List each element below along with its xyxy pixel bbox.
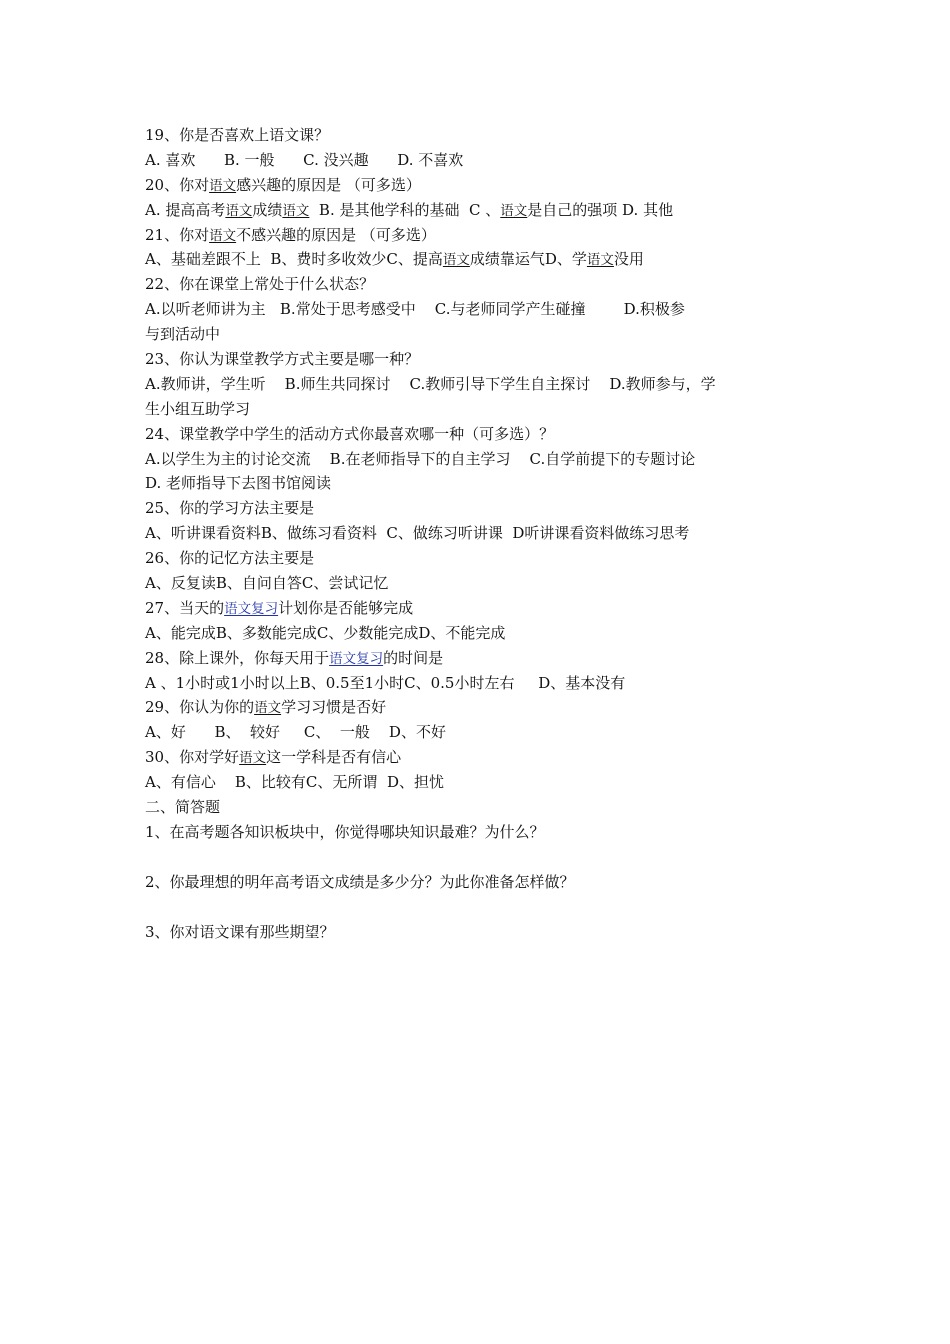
text-line: [145, 546, 810, 571]
text-segment: A. 提高高考: [145, 200, 226, 219]
text-segment: 感兴趣的原因是 （可多选）: [236, 175, 421, 194]
text-segment: 24、课堂教学中学生的活动方式你最喜欢哪一种（可多选）？: [145, 424, 555, 443]
text-segment: A、基础差跟不上 B、费时多收效少C、提高: [145, 250, 443, 269]
text-segment: 不感兴趣的原因是 （可多选）: [236, 225, 436, 244]
text-segment: D. 老师指导下去图书馆阅读: [145, 474, 332, 493]
text-segment: B. 是其他学科的基础 C 、: [309, 200, 501, 219]
text-line: [145, 496, 810, 521]
text-segment: 25、你的学习方法主要是: [145, 499, 315, 518]
text-segment: 2、你最理想的明年高考语文成绩是多少分？为此你准备怎样做？: [145, 872, 575, 891]
text-segment: 的时间是: [383, 648, 444, 667]
text-segment: A.教师讲，学生听 B.师生共同探讨 C.教师引导下学生自主探讨 D.教师参与，学: [145, 374, 716, 393]
hyperlink-text[interactable]: 语文复习: [224, 600, 279, 617]
hyperlink-text[interactable]: 语文复习: [329, 650, 384, 667]
questionnaire-body: [145, 123, 810, 944]
text-line: [145, 422, 810, 447]
text-segment: 3、你对语文课有那些期望？: [145, 922, 335, 941]
text-segment: 与到活动中: [145, 325, 221, 344]
text-segment: A. 喜欢 B. 一般 C. 没兴趣 D. 不喜欢: [145, 150, 464, 169]
text-line: [145, 671, 810, 696]
text-line: [145, 372, 810, 397]
text-line: [145, 347, 810, 372]
text-line: [145, 745, 810, 770]
text-segment: 没用: [613, 250, 644, 269]
text-segment: 29、你认为你的: [145, 698, 255, 717]
text-segment: A.以听老师讲为主 B.常处于思考感受中 C.与老师同学产生碰撞 D.积极参: [145, 300, 685, 319]
text-line: [145, 795, 810, 820]
text-segment: 20、你对: [145, 175, 210, 194]
text-line: [145, 198, 810, 223]
text-segment: A.以学生为主的讨论交流 B.在老师指导下的自主学习 C.自学前提下的专题讨论: [145, 449, 696, 468]
text-segment: A、好 B、 较好 C、 一般 D、不好: [145, 723, 446, 742]
text-segment: 28、除上课外，你每天用于: [145, 648, 330, 667]
text-line: [145, 247, 810, 272]
text-segment: 1、在高考题各知识板块中，你觉得哪块知识最难？为什么？: [145, 822, 545, 841]
underlined-term: 语文: [209, 177, 237, 194]
text-segment: 23、你认为课堂教学方式主要是哪一种？: [145, 350, 420, 369]
text-segment: 成绩: [252, 200, 283, 219]
text-line: [145, 322, 810, 347]
text-line: [145, 720, 810, 745]
text-segment: A、反复读B、自问自答C、尝试记忆: [145, 574, 389, 593]
text-line: [145, 297, 810, 322]
text-line: [145, 596, 810, 621]
underlined-term: 语文: [500, 202, 528, 219]
text-line: [145, 646, 810, 671]
text-segment: A、听讲课看资料B、做练习看资料 C、做练习听讲课 D听讲课看资料做练习思考: [145, 524, 690, 543]
text-line: [145, 870, 810, 895]
text-line: [145, 471, 810, 496]
text-segment: 22、你在课堂上常处于什么状态？: [145, 275, 375, 294]
text-segment: 计划你是否能够完成: [278, 598, 414, 617]
underlined-term: 语文: [282, 202, 310, 219]
text-line: [145, 272, 810, 297]
blank-line: [145, 895, 810, 920]
text-line: [145, 820, 810, 845]
text-segment: 成绩靠运气D、学: [469, 250, 587, 269]
text-line: [145, 447, 810, 472]
text-line: [145, 148, 810, 173]
text-line: [145, 397, 810, 422]
underlined-term: 语文: [586, 252, 614, 269]
text-segment: 26、你的记忆方法主要是: [145, 549, 315, 568]
text-line: [145, 695, 810, 720]
text-segment: A、能完成B、多数能完成C、少数能完成D、不能完成: [145, 623, 506, 642]
text-segment: A 、1小时或1小时以上B、0.5至1小时C、0.5小时左右 D、基本没有: [145, 673, 626, 692]
text-line: [145, 223, 810, 248]
text-segment: 学习习惯是否好: [281, 698, 387, 717]
text-line: [145, 173, 810, 198]
underlined-term: 语文: [442, 252, 470, 269]
underlined-term: 语文: [225, 202, 253, 219]
text-line: [145, 770, 810, 795]
text-line: [145, 123, 810, 148]
text-segment: 21、你对: [145, 225, 210, 244]
text-line: [145, 920, 810, 945]
text-line: [145, 521, 810, 546]
text-segment: 19、你是否喜欢上语文课？: [145, 126, 330, 144]
text-line: [145, 621, 810, 646]
text-segment: 二、简答题: [145, 798, 221, 817]
text-segment: 30、你对学好: [145, 748, 240, 767]
underlined-term: 语文: [254, 700, 282, 717]
text-segment: A、有信心 B、比较有C、无所谓 D、担忧: [145, 773, 444, 792]
text-line: [145, 571, 810, 596]
underlined-term: 语文: [239, 750, 267, 767]
text-segment: 生小组互助学习: [145, 399, 251, 418]
underlined-term: 语文: [209, 227, 237, 244]
text-segment: 是自己的强项 D. 其他: [527, 200, 674, 219]
text-segment: 这一学科是否有信心: [266, 748, 402, 767]
blank-line: [145, 845, 810, 870]
text-segment: 27、当天的: [145, 598, 225, 617]
